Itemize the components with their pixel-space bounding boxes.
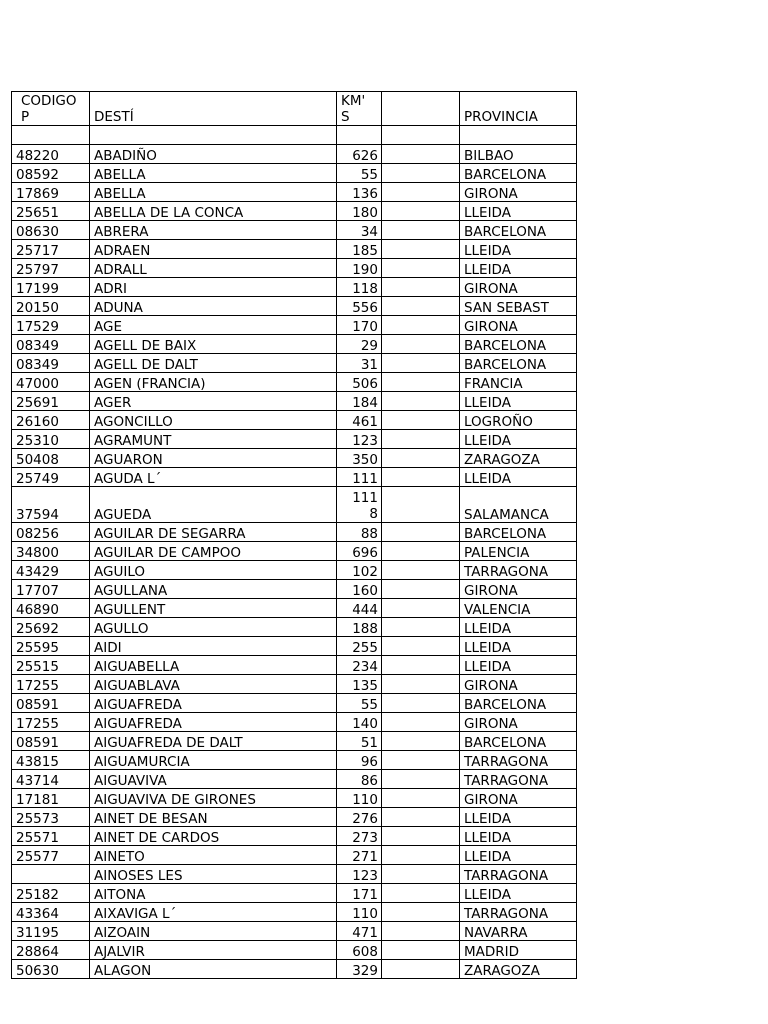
table-row: [12, 542, 577, 561]
cell-km: 180: [337, 202, 382, 221]
cell-codigo: 25691: [12, 392, 90, 411]
cell-km: 88: [337, 523, 382, 542]
cell-codigo: 48220: [12, 145, 90, 164]
cell-km: 188: [337, 618, 382, 637]
header-codigo-line2: P: [21, 109, 30, 125]
cell-km: 140: [337, 713, 382, 732]
cell-km: 185: [337, 240, 382, 259]
cell-provincia: BARCELONA: [460, 694, 577, 713]
cell-codigo: 37594: [12, 487, 90, 523]
cell-codigo: 17869: [12, 183, 90, 202]
cell-extra: [382, 789, 460, 808]
cell-extra: [382, 202, 460, 221]
cell-codigo: 08256: [12, 523, 90, 542]
cell-codigo: 25573: [12, 808, 90, 827]
table-row: [12, 240, 577, 259]
table-row: [12, 694, 577, 713]
cell-extra: [382, 297, 460, 316]
cell-extra: [382, 316, 460, 335]
cell-km: 135: [337, 675, 382, 694]
cell-provincia: PALENCIA: [460, 542, 577, 561]
cell-desti: AIDI: [90, 637, 337, 656]
cell-extra: [382, 523, 460, 542]
cell-desti: AINETO: [90, 846, 337, 865]
cell-extra: [382, 430, 460, 449]
table-row: [12, 523, 577, 542]
table-row: [12, 941, 577, 960]
cell-km: 55: [337, 164, 382, 183]
cell-extra: [382, 694, 460, 713]
table-row: [12, 713, 577, 732]
table-row: [12, 487, 577, 523]
cell-provincia: LLEIDA: [460, 827, 577, 846]
table-row: [12, 599, 577, 618]
table-row: [12, 618, 577, 637]
cell-desti: AGEN (FRANCIA): [90, 373, 337, 392]
cell-codigo: 25692: [12, 618, 90, 637]
cell-codigo: 31195: [12, 922, 90, 941]
cell-extra: [382, 392, 460, 411]
distance-table: [11, 91, 577, 979]
table-body: [12, 145, 577, 979]
cell-extra: [382, 618, 460, 637]
table-row: [12, 297, 577, 316]
cell-codigo: 47000: [12, 373, 90, 392]
cell-desti: AIGUAFREDA DE DALT: [90, 732, 337, 751]
cell-desti: AGULLO: [90, 618, 337, 637]
cell-desti: AGULLENT: [90, 599, 337, 618]
cell-km: 255: [337, 637, 382, 656]
cell-desti: AGULLANA: [90, 580, 337, 599]
cell-km: 626: [337, 145, 382, 164]
cell-km: 118: [337, 278, 382, 297]
cell-codigo: 17255: [12, 713, 90, 732]
table-row: [12, 656, 577, 675]
cell-desti: AJALVIR: [90, 941, 337, 960]
cell-desti: AIGUAVIVA: [90, 770, 337, 789]
table-row: [12, 827, 577, 846]
cell-provincia: GIRONA: [460, 580, 577, 599]
table-row: [12, 865, 577, 884]
table-header: [12, 92, 577, 145]
cell-desti: AIGUABELLA: [90, 656, 337, 675]
header-provincia: PROVINCIA: [460, 92, 577, 126]
cell-codigo: 50630: [12, 960, 90, 979]
cell-provincia: LLEIDA: [460, 240, 577, 259]
table-row: [12, 221, 577, 240]
cell-km-wrapped: [352, 490, 378, 522]
cell-desti: AGUILAR DE CAMPOO: [90, 542, 337, 561]
table-row: [12, 580, 577, 599]
header-codigo: [12, 92, 90, 126]
cell-extra: [382, 449, 460, 468]
cell-desti: ALAGON: [90, 960, 337, 979]
cell-km: 55: [337, 694, 382, 713]
cell-desti: ABELLA DE LA CONCA: [90, 202, 337, 221]
cell-extra: [382, 599, 460, 618]
cell-extra: [382, 183, 460, 202]
cell-km: 276: [337, 808, 382, 827]
cell-extra: [382, 808, 460, 827]
cell-km: 190: [337, 259, 382, 278]
cell-extra: [382, 240, 460, 259]
table-row: [12, 808, 577, 827]
cell-provincia: BARCELONA: [460, 523, 577, 542]
cell-provincia: GIRONA: [460, 183, 577, 202]
table-row: [12, 960, 577, 979]
cell-desti: AGRAMUNT: [90, 430, 337, 449]
cell-km-line2: 8: [369, 506, 378, 522]
cell-extra: [382, 542, 460, 561]
cell-provincia: ZARAGOZA: [460, 960, 577, 979]
table-row: [12, 732, 577, 751]
cell-km: 171: [337, 884, 382, 903]
cell-provincia: LLEIDA: [460, 392, 577, 411]
cell-extra: [382, 827, 460, 846]
cell-codigo: 25797: [12, 259, 90, 278]
cell-provincia: TARRAGONA: [460, 561, 577, 580]
cell-codigo: 08349: [12, 335, 90, 354]
cell-provincia: GIRONA: [460, 713, 577, 732]
cell-extra: [382, 922, 460, 941]
cell-extra: [382, 770, 460, 789]
cell-provincia: GIRONA: [460, 278, 577, 297]
table-row: [12, 846, 577, 865]
header-kms: [337, 92, 382, 126]
cell-provincia: LLEIDA: [460, 259, 577, 278]
cell-km: 271: [337, 846, 382, 865]
cell-desti: ADRI: [90, 278, 337, 297]
cell-extra: [382, 732, 460, 751]
cell-codigo: 50408: [12, 449, 90, 468]
cell-km: [337, 487, 382, 523]
table-row: [12, 145, 577, 164]
cell-desti: AIGUAVIVA DE GIRONES: [90, 789, 337, 808]
cell-codigo: 08592: [12, 164, 90, 183]
table-row: [12, 884, 577, 903]
cell-codigo: 17707: [12, 580, 90, 599]
cell-provincia: BARCELONA: [460, 732, 577, 751]
cell-provincia: LLEIDA: [460, 846, 577, 865]
blank-row: [12, 126, 577, 145]
cell-extra: [382, 468, 460, 487]
cell-desti: AINET DE BESAN: [90, 808, 337, 827]
cell-codigo: 20150: [12, 297, 90, 316]
cell-extra: [382, 960, 460, 979]
cell-km: 110: [337, 789, 382, 808]
blank-cell: [90, 126, 337, 145]
cell-km: 170: [337, 316, 382, 335]
cell-desti: AIGUAMURCIA: [90, 751, 337, 770]
table-row: [12, 561, 577, 580]
cell-provincia: LLEIDA: [460, 884, 577, 903]
cell-km: 556: [337, 297, 382, 316]
cell-codigo: 08349: [12, 354, 90, 373]
cell-codigo: 25515: [12, 656, 90, 675]
cell-km: 29: [337, 335, 382, 354]
cell-codigo: 17199: [12, 278, 90, 297]
cell-desti: AGUILAR DE SEGARRA: [90, 523, 337, 542]
cell-km: 350: [337, 449, 382, 468]
cell-codigo: 17529: [12, 316, 90, 335]
cell-desti: AIZOAIN: [90, 922, 337, 941]
cell-extra: [382, 941, 460, 960]
cell-codigo: 43429: [12, 561, 90, 580]
cell-extra: [382, 145, 460, 164]
cell-extra: [382, 487, 460, 523]
cell-km: 96: [337, 751, 382, 770]
cell-codigo: 17181: [12, 789, 90, 808]
header-kms-line1: KM': [341, 93, 366, 109]
cell-codigo: 26160: [12, 411, 90, 430]
table-row: [12, 637, 577, 656]
cell-codigo: 17255: [12, 675, 90, 694]
cell-provincia: BILBAO: [460, 145, 577, 164]
table-row: [12, 335, 577, 354]
table-row: [12, 278, 577, 297]
cell-provincia: BARCELONA: [460, 335, 577, 354]
table-row: [12, 183, 577, 202]
cell-provincia: LLEIDA: [460, 808, 577, 827]
cell-extra: [382, 561, 460, 580]
cell-extra: [382, 335, 460, 354]
blank-cell: [382, 126, 460, 145]
table-row: [12, 449, 577, 468]
cell-extra: [382, 580, 460, 599]
cell-desti: AGUDA L´: [90, 468, 337, 487]
cell-km: 110: [337, 903, 382, 922]
cell-desti: ABELLA: [90, 183, 337, 202]
table-row: [12, 922, 577, 941]
blank-cell: [337, 126, 382, 145]
cell-km: 123: [337, 430, 382, 449]
cell-desti: AITONA: [90, 884, 337, 903]
cell-desti: AGE: [90, 316, 337, 335]
cell-provincia: FRANCIA: [460, 373, 577, 392]
cell-km: 34: [337, 221, 382, 240]
cell-codigo: 25595: [12, 637, 90, 656]
cell-codigo: 25651: [12, 202, 90, 221]
table-row: [12, 392, 577, 411]
cell-provincia: LLEIDA: [460, 637, 577, 656]
cell-km: 444: [337, 599, 382, 618]
cell-provincia: BARCELONA: [460, 354, 577, 373]
table-row: [12, 354, 577, 373]
cell-extra: [382, 221, 460, 240]
header-codigo-line1: CODIGO: [21, 93, 77, 109]
cell-codigo: 08591: [12, 694, 90, 713]
cell-codigo: 43714: [12, 770, 90, 789]
cell-desti: ABELLA: [90, 164, 337, 183]
cell-desti: AIXAVIGA L´: [90, 903, 337, 922]
cell-km-line1: 111: [352, 490, 378, 506]
cell-extra: [382, 373, 460, 392]
cell-codigo: 25749: [12, 468, 90, 487]
blank-cell: [12, 126, 90, 145]
cell-km: 111: [337, 468, 382, 487]
cell-km: 696: [337, 542, 382, 561]
table-row: [12, 430, 577, 449]
cell-extra: [382, 278, 460, 297]
cell-extra: [382, 675, 460, 694]
cell-codigo: 34800: [12, 542, 90, 561]
table-row: [12, 259, 577, 278]
table-row: [12, 316, 577, 335]
cell-provincia: SAN SEBAST: [460, 297, 577, 316]
cell-provincia: LLEIDA: [460, 468, 577, 487]
cell-desti: AIGUABLAVA: [90, 675, 337, 694]
cell-codigo: 25571: [12, 827, 90, 846]
cell-km: 461: [337, 411, 382, 430]
cell-desti: AGER: [90, 392, 337, 411]
cell-extra: [382, 411, 460, 430]
cell-km: 160: [337, 580, 382, 599]
cell-desti: AGUILO: [90, 561, 337, 580]
cell-desti: AIGUAFREDA: [90, 713, 337, 732]
cell-provincia: BARCELONA: [460, 221, 577, 240]
cell-extra: [382, 713, 460, 732]
cell-km: 234: [337, 656, 382, 675]
cell-desti: AIGUAFREDA: [90, 694, 337, 713]
cell-provincia: LLEIDA: [460, 430, 577, 449]
cell-codigo: 28864: [12, 941, 90, 960]
header-row: [12, 92, 577, 126]
cell-desti: AGONCILLO: [90, 411, 337, 430]
cell-km: 136: [337, 183, 382, 202]
cell-codigo: 08630: [12, 221, 90, 240]
cell-provincia: LLEIDA: [460, 202, 577, 221]
cell-km: 506: [337, 373, 382, 392]
cell-provincia: TARRAGONA: [460, 865, 577, 884]
cell-desti: AGUARON: [90, 449, 337, 468]
table-row: [12, 164, 577, 183]
cell-extra: [382, 637, 460, 656]
cell-desti: AGELL DE DALT: [90, 354, 337, 373]
cell-desti: AGUEDA: [90, 487, 337, 523]
cell-km: 273: [337, 827, 382, 846]
cell-extra: [382, 865, 460, 884]
cell-km: 471: [337, 922, 382, 941]
cell-extra: [382, 846, 460, 865]
cell-provincia: ZARAGOZA: [460, 449, 577, 468]
cell-km: 123: [337, 865, 382, 884]
cell-desti: ABRERA: [90, 221, 337, 240]
cell-desti: AINOSES LES: [90, 865, 337, 884]
cell-desti: ADRAEN: [90, 240, 337, 259]
cell-codigo: 25717: [12, 240, 90, 259]
cell-codigo: 43364: [12, 903, 90, 922]
cell-provincia: LLEIDA: [460, 656, 577, 675]
cell-codigo: 25310: [12, 430, 90, 449]
cell-extra: [382, 903, 460, 922]
table-row: [12, 903, 577, 922]
header-extra: [382, 92, 460, 126]
table-row: [12, 373, 577, 392]
cell-codigo: 43815: [12, 751, 90, 770]
table-row: [12, 411, 577, 430]
cell-provincia: LLEIDA: [460, 618, 577, 637]
table-row: [12, 770, 577, 789]
cell-codigo: 25577: [12, 846, 90, 865]
table-row: [12, 202, 577, 221]
cell-provincia: BARCELONA: [460, 164, 577, 183]
cell-km: 51: [337, 732, 382, 751]
cell-km: 329: [337, 960, 382, 979]
cell-km: 86: [337, 770, 382, 789]
cell-extra: [382, 164, 460, 183]
header-desti: DESTÍ: [90, 92, 337, 126]
table-row: [12, 751, 577, 770]
cell-provincia: LOGROÑO: [460, 411, 577, 430]
cell-codigo: 25182: [12, 884, 90, 903]
cell-provincia: SALAMANCA: [460, 487, 577, 523]
cell-extra: [382, 884, 460, 903]
cell-desti: AINET DE CARDOS: [90, 827, 337, 846]
cell-codigo: 46890: [12, 599, 90, 618]
cell-desti: ABADIÑO: [90, 145, 337, 164]
cell-codigo: [12, 865, 90, 884]
cell-extra: [382, 656, 460, 675]
cell-provincia: GIRONA: [460, 789, 577, 808]
cell-km: 102: [337, 561, 382, 580]
cell-km: 31: [337, 354, 382, 373]
cell-extra: [382, 259, 460, 278]
cell-desti: ADRALL: [90, 259, 337, 278]
cell-desti: ADUNA: [90, 297, 337, 316]
header-kms-line2: S: [341, 109, 350, 125]
cell-desti: AGELL DE BAIX: [90, 335, 337, 354]
table-row: [12, 468, 577, 487]
cell-extra: [382, 751, 460, 770]
cell-provincia: NAVARRA: [460, 922, 577, 941]
cell-provincia: GIRONA: [460, 675, 577, 694]
cell-codigo: 08591: [12, 732, 90, 751]
cell-provincia: GIRONA: [460, 316, 577, 335]
cell-provincia: TARRAGONA: [460, 770, 577, 789]
cell-provincia: TARRAGONA: [460, 903, 577, 922]
cell-provincia: VALENCIA: [460, 599, 577, 618]
cell-km: 608: [337, 941, 382, 960]
cell-km: 184: [337, 392, 382, 411]
cell-provincia: MADRID: [460, 941, 577, 960]
cell-extra: [382, 354, 460, 373]
blank-cell: [460, 126, 577, 145]
cell-provincia: TARRAGONA: [460, 751, 577, 770]
table-row: [12, 789, 577, 808]
table-row: [12, 675, 577, 694]
